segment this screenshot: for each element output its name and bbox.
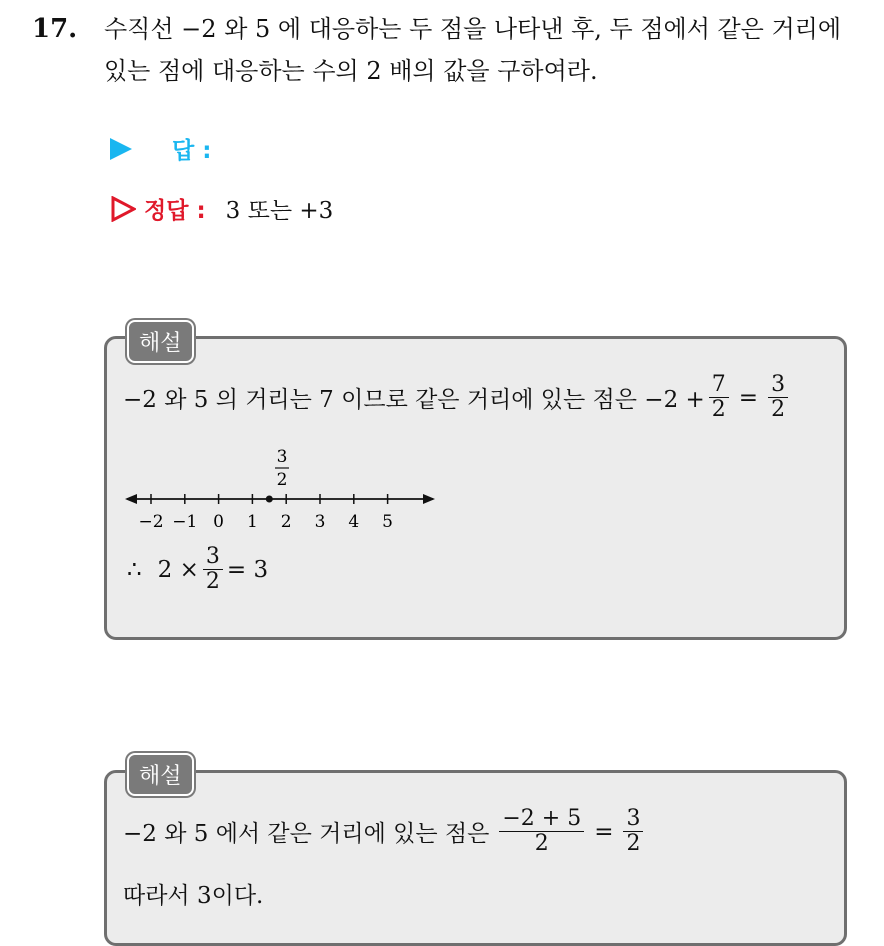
explanation-box-1 xyxy=(104,336,847,640)
correct-answer-row xyxy=(110,192,333,225)
point-label-numerator: 3 xyxy=(276,447,288,467)
answer-label: 답 : xyxy=(172,138,212,164)
fraction-seven-halves: $\frac{7}{2}$ xyxy=(709,373,729,422)
tick-label: 3 xyxy=(314,512,326,532)
tick-label: 1 xyxy=(246,512,258,532)
tick-label: −2 xyxy=(138,512,164,532)
question-line-2: 있는 점에 대응하는 수의 2 배의 값을 구하여라. xyxy=(104,57,598,85)
explanation2-line1 xyxy=(123,807,647,856)
answer-blank-row xyxy=(110,132,211,165)
tick-label: 5 xyxy=(382,512,394,532)
number-line-point xyxy=(266,496,273,503)
calc-right: = 3 xyxy=(226,556,269,583)
correct-answer-value: 3 또는 +3 xyxy=(225,198,334,224)
explanation1-text: −2 와 5 의 거리는 7 이므로 같은 거리에 있는 점은 −2 + xyxy=(123,387,705,413)
explanation2-line2: 따라서 3이다. xyxy=(123,883,264,909)
therefore-symbol: ∴ xyxy=(127,556,142,583)
outline-triangle-icon xyxy=(110,196,136,222)
explanation-tag-2: 해설 xyxy=(127,753,194,796)
question-line-1: 수직선 −2 와 5 에 대응하는 두 점을 나타낸 후, 두 점에서 같은 거리에 xyxy=(104,15,842,43)
explanation1-line1 xyxy=(123,373,792,422)
arrow-right-icon xyxy=(423,494,435,504)
question-number: 17. xyxy=(32,14,78,44)
fraction-sum: $\frac{-2 + 5}{2}$ xyxy=(499,807,584,856)
explanation-box-2 xyxy=(104,770,847,946)
equals-sign: = xyxy=(738,384,759,411)
number-line xyxy=(121,443,441,539)
arrow-left-icon xyxy=(125,494,137,504)
fraction-result: $\frac{3}{2}$ xyxy=(623,807,643,856)
tick-label: −1 xyxy=(172,512,198,532)
fraction-three-halves: $\frac{3}{2}$ xyxy=(768,373,788,422)
correct-answer-label: 정답 : xyxy=(144,198,206,224)
point-label-denominator: 2 xyxy=(276,470,288,490)
calc-fraction: $\frac{3}{2}$ xyxy=(203,545,223,594)
explanation-tag-1: 해설 xyxy=(127,320,194,363)
tick-label: 2 xyxy=(280,512,292,532)
explanation1-calc xyxy=(127,545,268,594)
calc-left: 2 × xyxy=(157,556,199,583)
equals-sign-2: = xyxy=(594,818,614,845)
play-triangle-icon xyxy=(110,138,132,160)
tick-label: 0 xyxy=(213,512,225,532)
explanation2-text: −2 와 5 에서 같은 거리에 있는 점은 xyxy=(123,821,490,847)
tick-label: 4 xyxy=(348,512,360,532)
